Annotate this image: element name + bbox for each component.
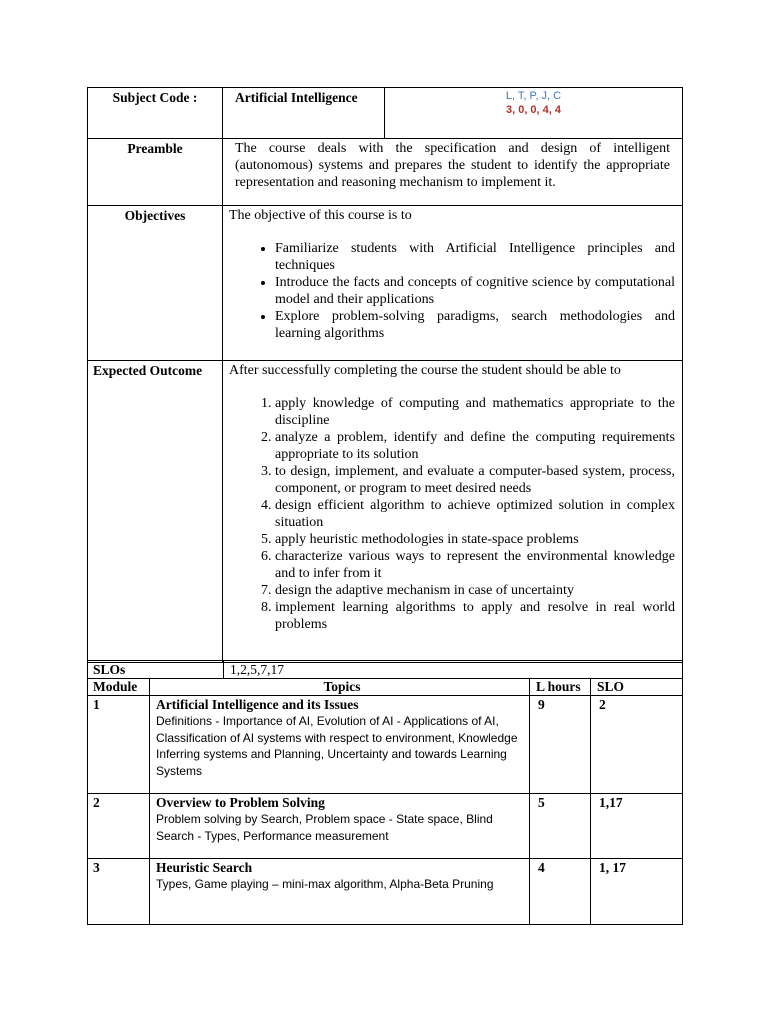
ltpjc-cell [385,88,683,139]
outcome-cell [223,361,683,663]
outcome-row [88,361,683,663]
table-row [88,794,683,859]
modules-table [87,660,683,925]
outcome-item: 1. apply knowledge of computing and mathematics appropriate to the discipline [275,395,675,429]
outcome-item: 3. to design, implement, and evaluate a computer-based system, process, component, or program to meet desired needs [275,463,675,497]
objective-item: • Familiarize students with Artificial Intelligence principles and techniques [275,240,675,274]
header-topics: Topics [150,679,530,696]
objective-item: • Introduce the facts and concepts of cognitive science by computational model and their applications [275,274,675,308]
subject-code-label: Subject Code : [88,88,223,139]
subject-name: Artificial Intelligence [223,88,385,139]
course-info-table [87,87,683,663]
subject-row [88,88,683,139]
module-number: 3 [88,859,150,925]
objectives-cell [223,206,683,361]
outcome-item: 2. analyze a problem, identify and define the computing requirements appropriate to its solution [275,429,675,463]
outcome-label: Expected Outcome [88,361,223,663]
objectives-label: Objectives [88,206,223,361]
module-number: 2 [88,794,150,859]
outcome-item: 6. characterize various ways to represent the environmental knowledge and to infer from it [275,548,675,582]
module-topics [150,794,530,859]
header-module: Module [88,679,150,696]
module-title: Overview to Problem Solving [156,795,325,810]
module-hours: 5 [530,794,591,859]
module-description: Types, Game playing – mini-max algorithm, Alpha-Beta Pruning [156,877,494,891]
module-slo: 1, 17 [591,859,683,925]
objectives-list [229,240,675,342]
module-title: Heuristic Search [156,860,253,875]
module-description: Problem solving by Search, Problem space - State space, Blind Search - Types, Performance measurement [156,812,493,843]
slos-value: 1,2,5,7,17 [224,661,683,679]
module-title: Artificial Intelligence and its Issues [156,697,359,712]
outcome-item: 8. implement learning algorithms to apply and resolve in real world problems [275,599,675,633]
module-slo: 2 [591,696,683,794]
header-l-hours: L hours [530,679,591,696]
ltpjc-values: 3, 0, 0, 4, 4 [505,104,562,116]
outcome-intro: After successfully completing the course the student should be able to [229,363,621,378]
module-topics [150,859,530,925]
table-row [88,859,683,925]
module-number: 1 [88,696,150,794]
objectives-row [88,206,683,361]
outcomes-list [229,395,675,633]
outcome-item: 5. apply heuristic methodologies in state-space problems [275,531,675,548]
module-hours: 9 [530,696,591,794]
ltpjc-labels: L, T, P, J, C [505,90,562,102]
slos-label: SLOs [88,661,224,679]
preamble-row [88,139,683,206]
table-row [88,696,683,794]
preamble-label: Preamble [88,139,223,206]
objective-item: • Explore problem-solving paradigms, search methodologies and learning algorithms [275,308,675,342]
modules-header-row [88,679,683,696]
outcome-item: 7. design the adaptive mechanism in case of uncertainty [275,582,675,599]
slos-row [88,661,683,679]
outcome-item: 4. design efficient algorithm to achieve optimized solution in complex situation [275,497,675,531]
objectives-intro: The objective of this course is to [229,208,412,223]
header-slo: SLO [591,679,683,696]
preamble-text: The course deals with the specification and design of intelligent (autonomous) systems and prepares the student to identify the appropriate representation and reasoning mechanism to implement it. [223,139,683,206]
module-description: Definitions - Importance of AI, Evolution of AI - Applications of AI, Classification of AI systems with respect to environment, Knowledge Inferring systems and Planning, Uncertainty and towards Learning Systems [156,714,518,778]
module-hours: 4 [530,859,591,925]
module-topics [150,696,530,794]
module-slo: 1,17 [591,794,683,859]
